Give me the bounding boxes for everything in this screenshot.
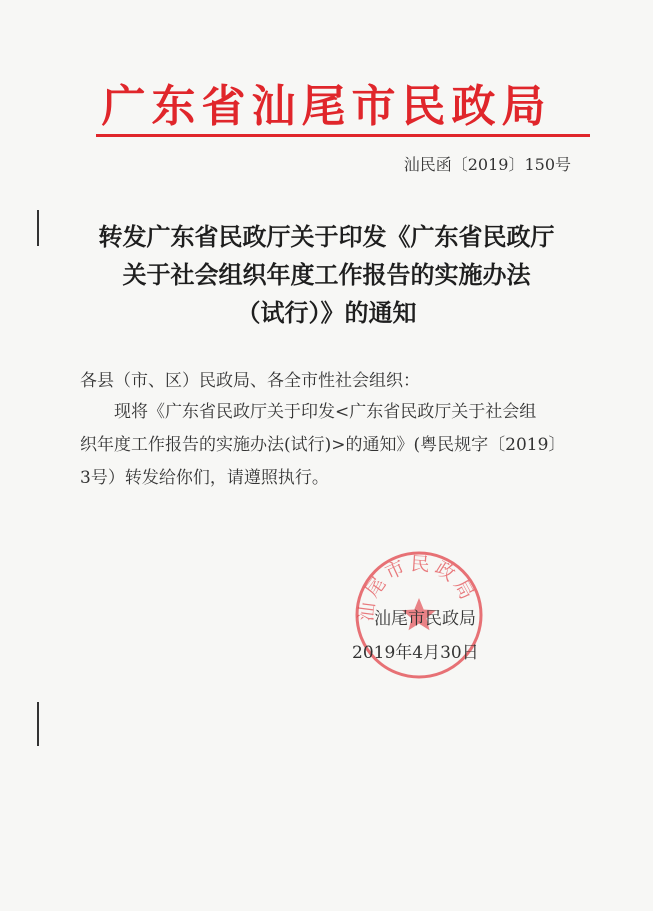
document-title [60,218,593,332]
binding-mark-top [37,210,39,246]
body-line: 3号）转发给你们，请遵照执行。 [80,468,329,488]
body-line: 现将《广东省民政厅关于印发<广东省民政厅关于社会组 [114,402,537,422]
svg-text:汕尾市民政局: 汕尾市民政局 [355,552,480,623]
signature-org: 汕尾市民政局 [374,609,476,629]
title-line: 转发广东省民政厅关于印发《广东省民政厅 [98,222,555,251]
signature-date: 2019年4月30日 [352,643,479,663]
body-paragraph [80,396,580,495]
binding-mark-bottom [37,702,39,746]
title-line: 关于社会组织年度工作报告的实施办法 [122,260,531,289]
title-line: （试行）》的通知 [236,298,417,327]
document-number: 汕民函〔2019〕150号 [403,155,571,174]
body-line: 织年度工作报告的实施办法(试行)>的通知》(粤民规字〔2019〕 [80,435,566,455]
addressee: 各县（市、区）民政局、各全市性社会组织： [80,371,420,391]
red-divider [96,134,590,137]
org-title: 广东省汕尾市民政局 [101,81,552,132]
